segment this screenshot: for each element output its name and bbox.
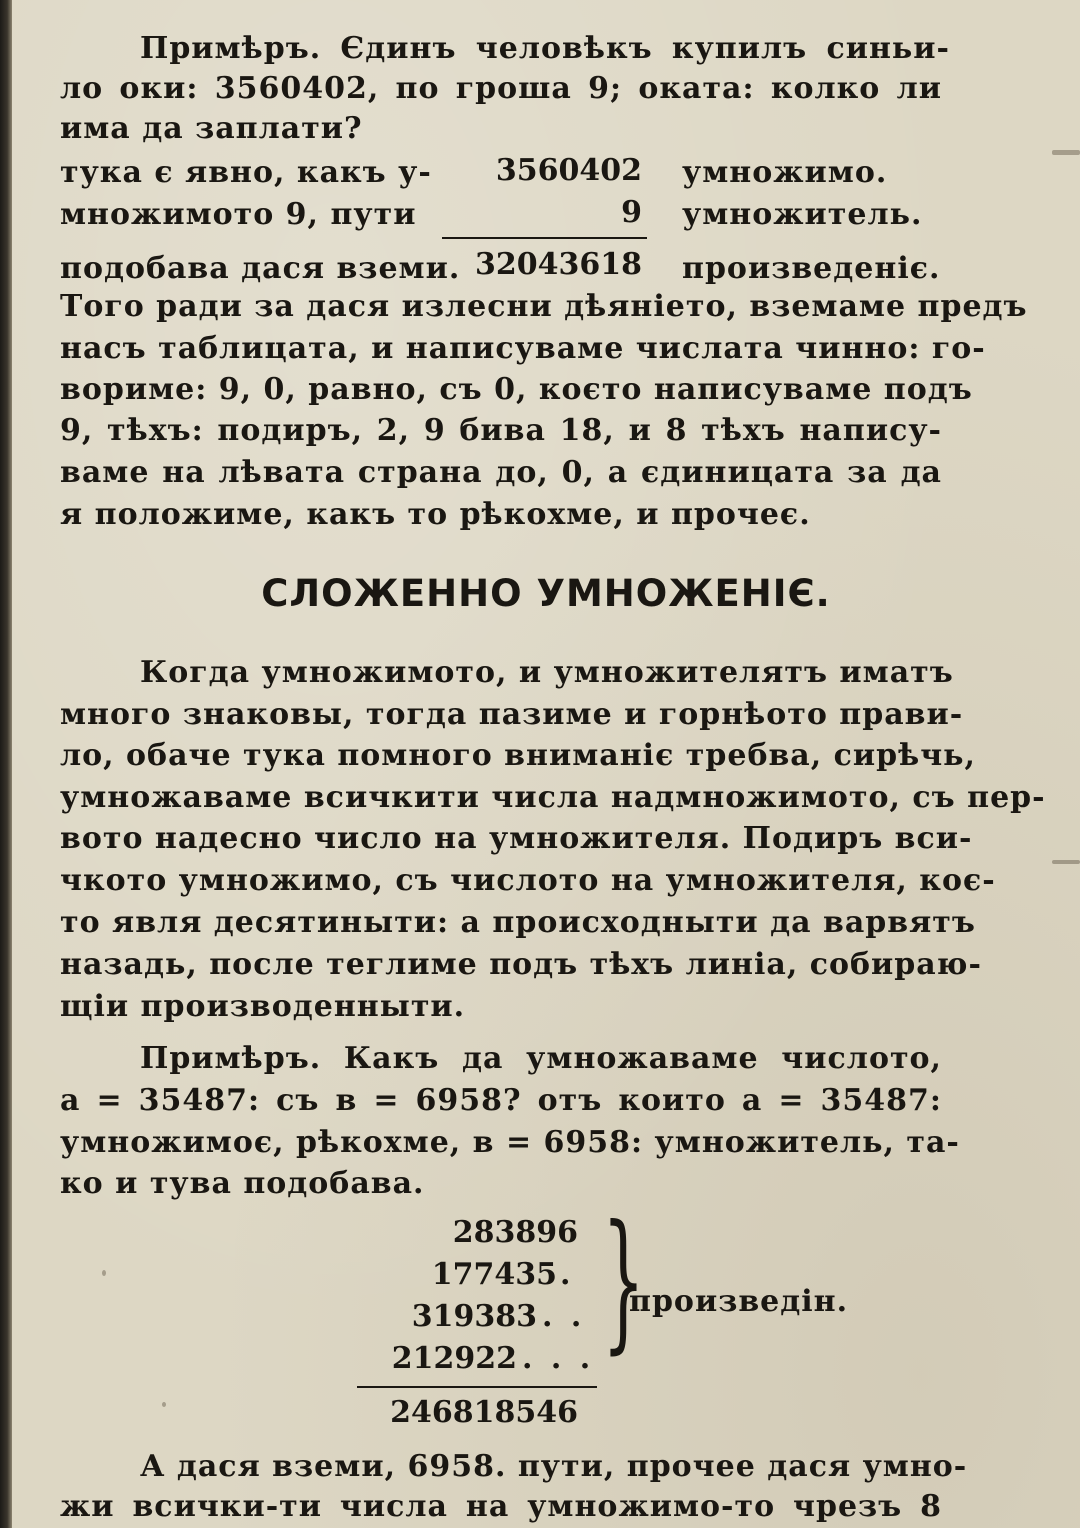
paper-speck <box>1052 860 1080 864</box>
calc1-row1-right: умножимо. <box>682 155 888 190</box>
calc1-multiplier: 9 <box>621 195 642 230</box>
paragraph1-line-1: Примѣръ. Єдинъ человѣкъ купилъ синьи- <box>140 31 950 66</box>
partial-product-2: 177435 <box>431 1257 557 1292</box>
partial-product-4: 212922 <box>391 1341 517 1376</box>
calc1-row3-left: подобава дася вземи. <box>60 251 461 286</box>
paragraph5-line-2: жи всички-ти числа на умножимо-то чрезъ 8 <box>60 1489 942 1524</box>
calc1-row3-right: произведеніє. <box>682 251 941 286</box>
paragraph2-line-3: вориме: 9, 0, равно, съ 0, коєто написуваме подъ <box>60 372 973 407</box>
calc1-multiplicand: 3560402 <box>495 153 642 188</box>
calc1-row1-left: тука є явно, какъ у- <box>60 155 432 190</box>
book-spine-edge <box>0 0 12 1528</box>
paragraph3-line-2: много знаковы, тогда пазиме и горнѣото прави- <box>60 697 964 732</box>
calc1-row2-right: умножитель. <box>682 197 923 232</box>
paragraph2-line-1: Того ради за дася излесни дѣяніето, вземаме предъ <box>60 289 1028 324</box>
section-heading: СЛОЖЕННО УМНОЖЕНІЄ. <box>261 572 831 615</box>
paragraph1-line-2: ло оки: 3560402, по гроша 9; оката: колко ли <box>60 71 942 106</box>
paragraph4-line-2: а = 35487: съ в = 6958? отъ които а = 35487: <box>60 1083 942 1118</box>
calc2-sum-rule <box>357 1386 597 1388</box>
paragraph1-line-3: има да заплати? <box>60 111 363 146</box>
right-brace: } <box>602 1194 645 1368</box>
paragraph3-line-1: Когда умножимото, и умножителятъ иматъ <box>140 655 954 690</box>
calc2-total: 246818546 <box>390 1395 578 1430</box>
paragraph2-line-2: насъ таблицата, и написуваме числата чинно: го- <box>60 331 986 366</box>
book-page <box>12 0 1080 1528</box>
paragraph3-line-8: назадь, после теглиме подъ тѣхъ линіа, собираю- <box>60 947 982 982</box>
paragraph2-line-6: я положиме, какъ то рѣкохме, и прочеє. <box>60 497 811 532</box>
paragraph3-line-3: ло, обаче тука помного вниманіє требва, сирѣчь, <box>60 738 976 773</box>
paragraph3-line-6: чкото умножимо, съ числото на умножителя, коє- <box>60 863 996 898</box>
paragraph2-line-4: 9, тѣхъ: подиръ, 2, 9 бива 18, и 8 тѣхъ напису- <box>60 413 942 448</box>
brace-label: произведін. <box>629 1284 849 1319</box>
partial-product-3: 319383 <box>411 1299 537 1334</box>
paragraph5-line-1: А дася вземи, 6958. пути, прочее дася умно- <box>140 1449 968 1484</box>
paper-speck <box>102 1270 106 1276</box>
partial-product-3-dots: . . <box>542 1299 586 1334</box>
paper-speck <box>162 1402 166 1407</box>
paragraph4-line-3: умножимоє, рѣкохме, в = 6958: умножитель, та- <box>60 1125 960 1160</box>
calc1-row2-left: множимото 9, пути <box>60 197 417 232</box>
calc1-sum-rule <box>442 237 647 239</box>
partial-product-2-dots: . <box>560 1257 575 1292</box>
partial-product-1: 283896 <box>452 1215 578 1250</box>
paragraph4-line-4: ко и тува подобава. <box>60 1166 425 1201</box>
paragraph3-line-5: вото надесно число на умножителя. Подиръ вси- <box>60 821 973 856</box>
partial-product-4-dots: . . . <box>522 1341 595 1376</box>
paper-speck <box>1052 150 1080 155</box>
paragraph3-line-4: умножаваме всичкити числа надмножимото, съ пер- <box>60 780 1046 815</box>
paragraph3-line-9: щіи производенныти. <box>60 989 466 1024</box>
calc1-product: 32043618 <box>475 247 642 282</box>
paragraph2-line-5: ваме на лѣвата страна до, 0, а єдиницата за да <box>60 455 942 490</box>
paragraph4-line-1: Примѣръ. Какъ да умножаваме числото, <box>140 1041 942 1076</box>
paragraph3-line-7: то явля десятиныти: а происходныти да варвятъ <box>60 905 976 940</box>
